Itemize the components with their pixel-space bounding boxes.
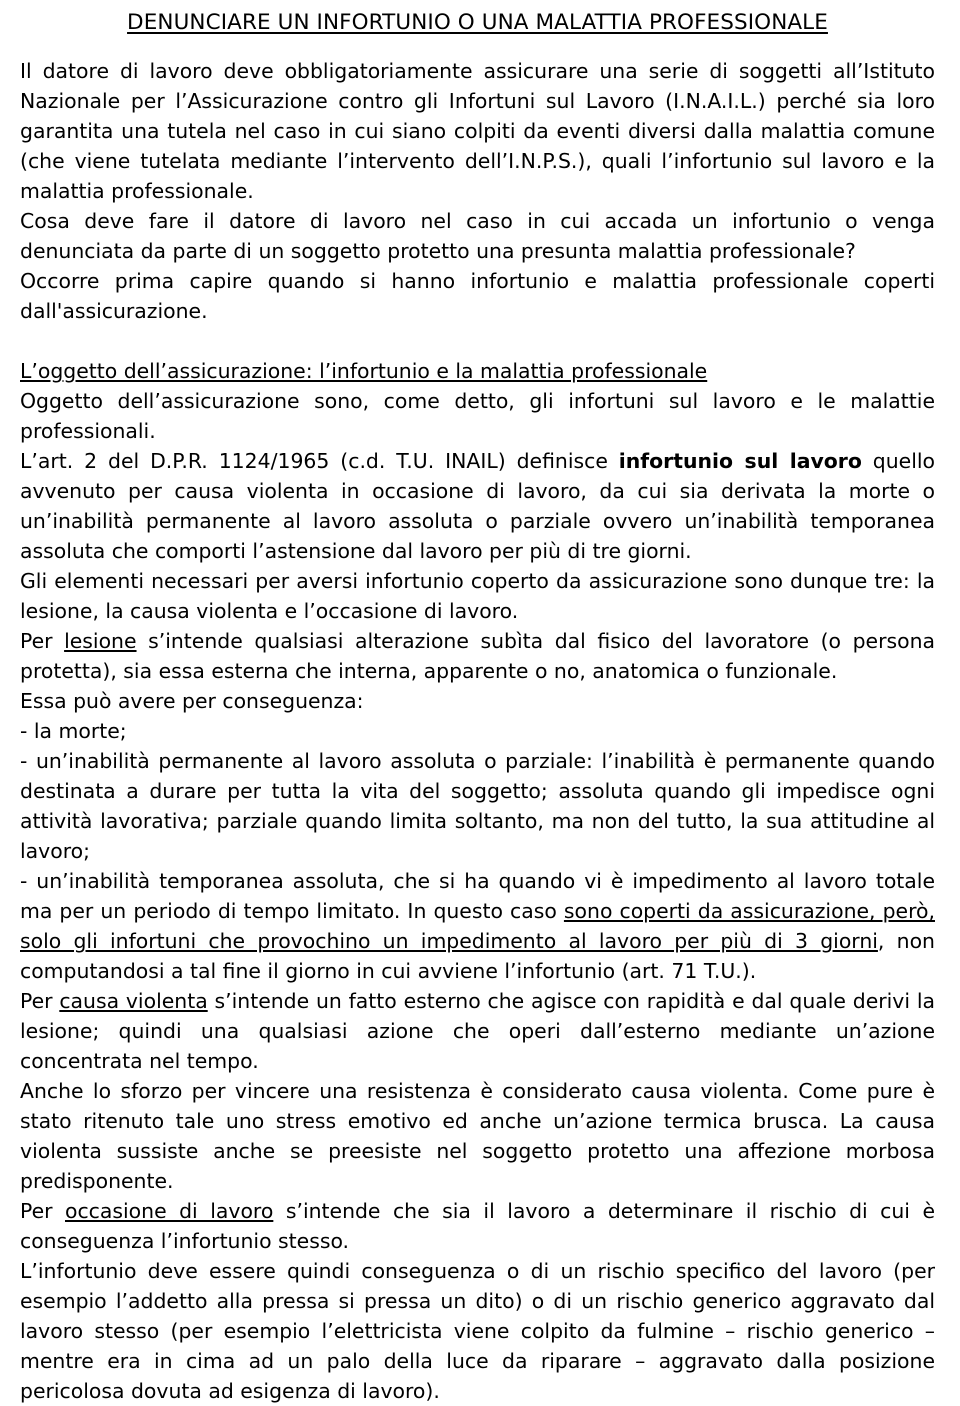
definition-rest-text: quello avvenuto per causa violenta in occasione di lavoro, da cui sia derivata la morte o un’inabilità permanente al lavoro assoluta o parziale ovvero un’inabilità temporanea assoluta che comporti l’astensione dal lavoro per più di tre giorni. xyxy=(20,449,935,563)
definition-term-bold: infortunio sul lavoro xyxy=(618,449,862,473)
paragraph-insurance-object: Oggetto dell’assicurazione sono, come detto, gli infortuni sul lavoro e le malattie professionali. xyxy=(20,389,935,443)
paragraph-three-elements: Gli elementi necessari per aversi infortunio coperto da assicurazione sono dunque tre: la lesione, la causa violenta e l’occasione di lavoro. xyxy=(20,569,935,623)
lesion-term-underlined: lesione xyxy=(64,629,137,653)
temporary-disability-underlined-clause: sono coperti da assicurazione, però, solo gli infortuni che provochino un impedimento al lavoro per più di 3 giorni xyxy=(20,899,935,953)
lesion-lead-text: Per xyxy=(20,629,65,653)
violent-cause-lead-text: Per xyxy=(20,989,60,1013)
paragraph-spacer xyxy=(20,326,935,356)
temporary-disability-lead-text: - un’inabilità temporanea assoluta, che si ha quando vi è impedimento al lavoro totale ma per un periodo di tempo limitato. In questo caso xyxy=(20,869,935,923)
list-item-temporary-disability xyxy=(20,866,935,986)
paragraph-employer-question: Cosa deve fare il datore di lavoro nel caso in cui accada un infortunio o venga denunciata da parte di un soggetto protetto una presunta malattia professionale? xyxy=(20,209,935,263)
paragraph-violent-cause-examples: Anche lo sforzo per vincere una resistenza è considerato causa violenta. Come pure è stato ritenuto tale uno stress emotivo ed anche un’azione termica brusca. La causa violenta sussiste anche se preesiste nel soggetto protetto una affezione morbosa predisponente. xyxy=(20,1079,935,1193)
work-occasion-term-underlined: occasione di lavoro xyxy=(65,1199,274,1223)
violent-cause-rest-text: s’intende un fatto esterno che agisce con rapidità e dal quale derivi la lesione; quindi una qualsiasi azione che operi dall’esterno mediante un’azione concentrata nel tempo. xyxy=(20,989,935,1073)
paragraph-definition-work-occasion xyxy=(20,1196,935,1256)
page-title-text xyxy=(127,10,828,35)
paragraph-definition-violent-cause xyxy=(20,986,935,1076)
paragraph-definition-lesion xyxy=(20,626,935,686)
list-item-death: - la morte; xyxy=(20,719,127,743)
paragraph-definition-workplace-injury xyxy=(20,446,935,566)
paragraph-consequences-lead: Essa può avere per conseguenza: xyxy=(20,689,364,713)
section-heading-insurance-object xyxy=(20,356,935,386)
violent-cause-term-underlined: causa violenta xyxy=(59,989,208,1013)
work-occasion-rest-text: s’intende che sia il lavoro a determinare il rischio di cui è conseguenza l’infortunio stesso. xyxy=(20,1199,936,1253)
page-title-inner: DENUNCIARE UN INFORTUNIO O UNA MALATTIA PROFESSIONALE xyxy=(127,10,828,35)
paragraph-coverage-premise: Occorre prima capire quando si hanno infortunio e malattia professionale coperti dall'assicurazione. xyxy=(20,269,935,323)
section-heading-text: L’oggetto dell’assicurazione: l’infortunio e la malattia professionale xyxy=(20,359,708,383)
definition-lead-text: L’art. 2 del D.P.R. 1124/1965 (c.d. T.U. INAIL) definisce xyxy=(20,449,619,473)
page-title xyxy=(20,8,935,38)
paragraph-intro-obligation: Il datore di lavoro deve obbligatoriamente assicurare una serie di soggetti all’Istituto Nazionale per l’Assicurazione contro gli Infortuni sul Lavoro (I.N.A.I.L.) perché sia loro garantita una tutela nel caso in cui siano colpiti da eventi diversi dalla malattia comune (che viene tutelata mediante l’intervento dell’I.N.P.S.), quali l’infortunio sul lavoro e la malattia professionale. xyxy=(20,59,935,203)
paragraph-risk-examples: L’infortunio deve essere quindi conseguenza o di un rischio specifico del lavoro (per esempio l’addetto alla pressa si pressa un dito) o di un rischio generico aggravato dal lavoro stesso (per esempio l’elettricista viene colpito da fulmine – rischio generico – mentre era in cima ad un palo della luce da riparare – aggravato dalla posizione pericolosa dovuta ad esigenza di lavoro). xyxy=(20,1259,935,1403)
lesion-rest-text: s’intende qualsiasi alterazione subìta dal fisico del lavoratore (o persona protetta), sia essa esterna che interna, apparente o no, anatomica o funzionale. xyxy=(20,629,935,683)
temporary-disability-rest-text: , non computandosi a tal fine il giorno in cui avviene l’infortunio (art. 71 T.U.). xyxy=(20,929,935,983)
list-item-permanent-disability: - un’inabilità permanente al lavoro assoluta o parziale: l’inabilità è permanente quando destinata a durare per tutta la vita del soggetto; assoluta quando gli impedisce ogni attività lavorativa; parziale quando limita soltanto, ma non del tutto, la sua attitudine al lavoro; xyxy=(20,749,935,863)
work-occasion-lead-text: Per xyxy=(20,1199,65,1223)
